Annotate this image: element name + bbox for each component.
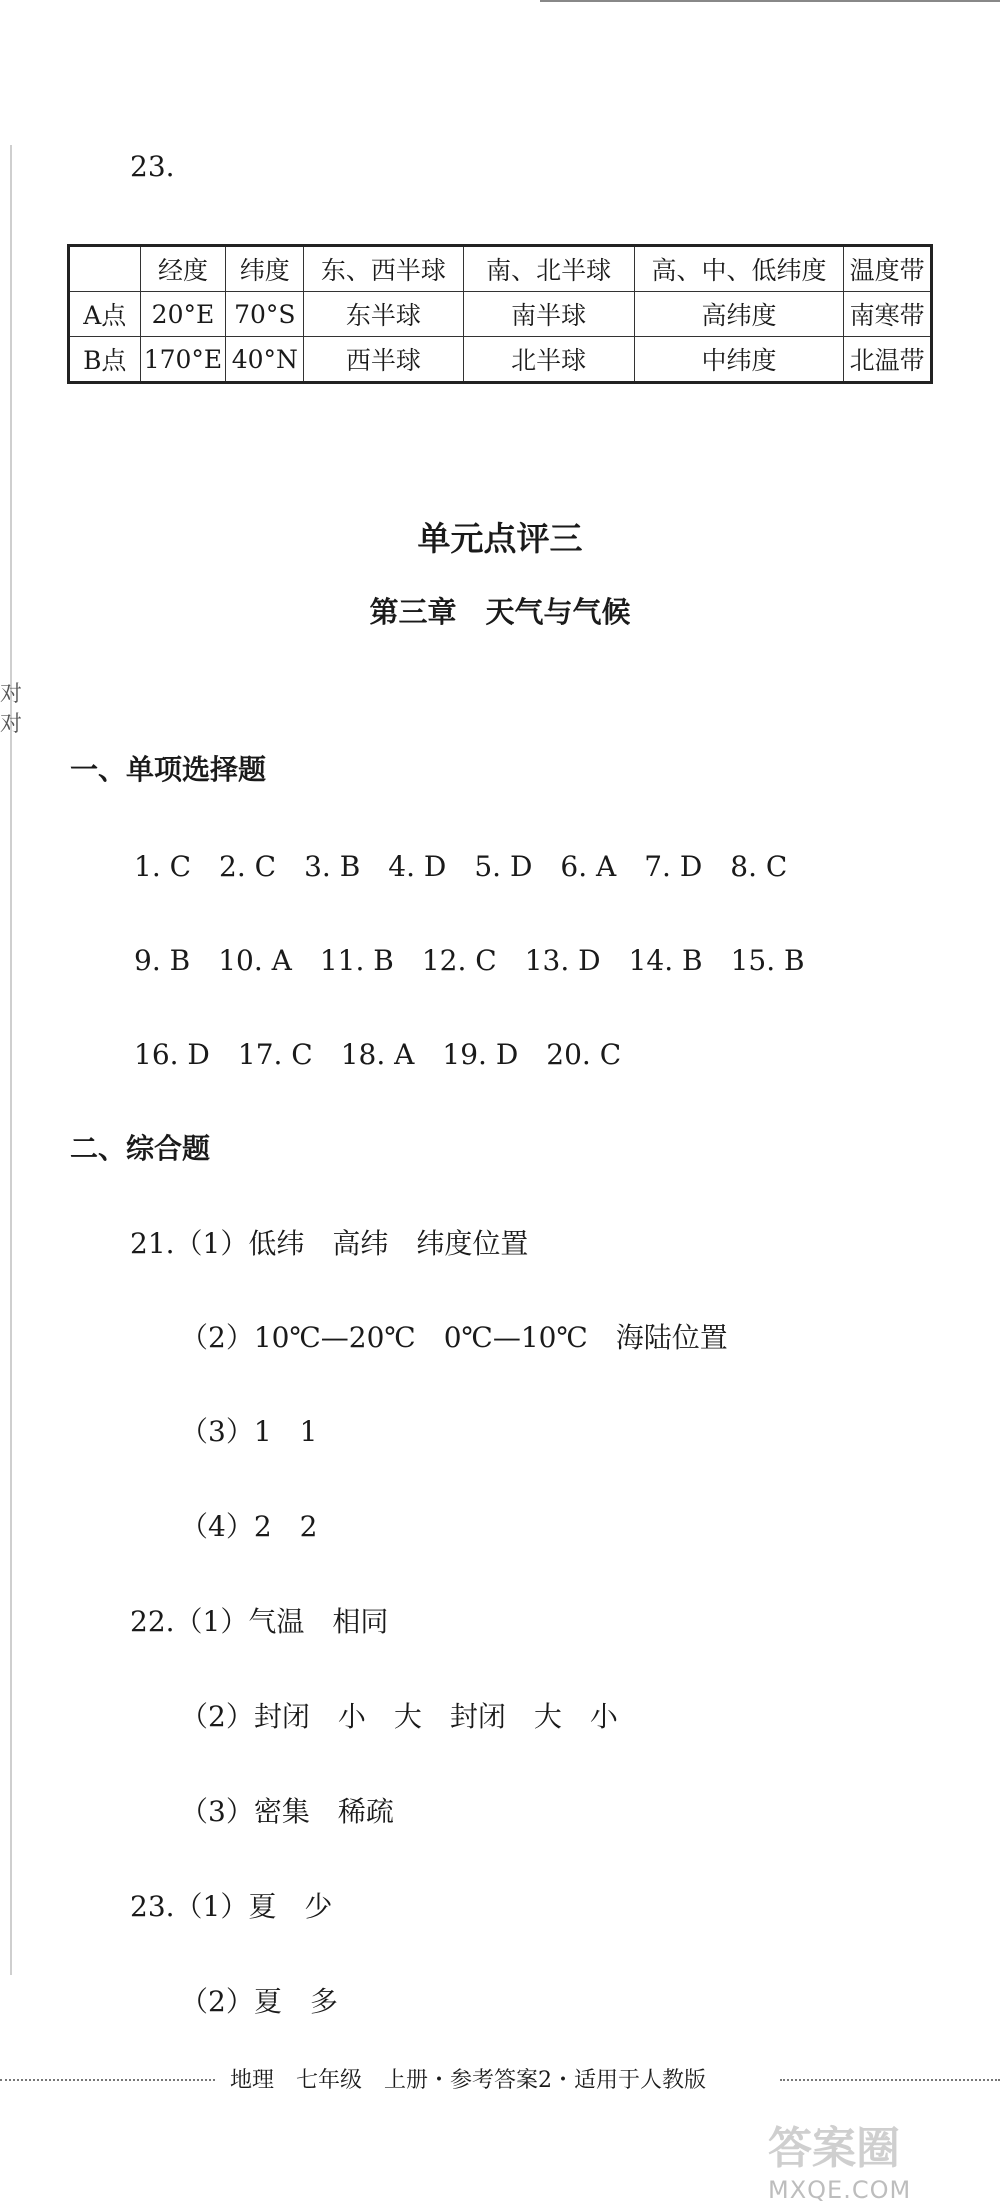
table-cell: 东半球 — [304, 292, 463, 337]
table-cell: 南寒带 — [844, 292, 932, 337]
unit-title: 单元点评三 — [417, 519, 583, 558]
table-cell: 北温带 — [844, 337, 932, 383]
table-header-cell: 南、北半球 — [463, 246, 634, 292]
answer-line: （3）密集 稀疏 — [180, 1795, 394, 1828]
table-header-cell: 温度带 — [844, 246, 932, 292]
question-number: 23. — [130, 150, 175, 183]
footer-dotted-rule-left — [0, 2079, 215, 2081]
table-header-cell — [69, 246, 141, 292]
footer-dotted-rule-right — [780, 2079, 1000, 2081]
table-cell: A点 — [69, 292, 141, 337]
table-cell: 40°N — [226, 337, 304, 383]
watermark-url: MXQE.COM — [768, 2176, 912, 2204]
table-cell: 20°E — [140, 292, 226, 337]
answer-line: 16. D 17. C 18. A 19. D 20. C — [134, 1038, 622, 1071]
binding-margin-line — [10, 145, 12, 1975]
section-heading-choice: 一、单项选择题 — [70, 753, 267, 786]
table-header-cell: 高、中、低纬度 — [634, 246, 843, 292]
table-row — [69, 337, 932, 383]
chapter-title: 第三章 天气与气候 — [369, 595, 631, 629]
answer-line: 1. C 2. C 3. B 4. D 5. D 6. A 7. D 8. C — [134, 850, 788, 883]
table-cell: 中纬度 — [634, 337, 843, 383]
answer-line: （2）夏 多 — [180, 1985, 338, 2018]
table-header-cell: 纬度 — [226, 246, 304, 292]
answer-line: （4）2 2 — [180, 1510, 318, 1543]
top-rule — [0, 0, 1000, 4]
table-header-row — [69, 246, 932, 292]
watermark-word: 答案圈 — [768, 2123, 900, 2174]
answer-line: （3）1 1 — [180, 1415, 318, 1448]
coordinates-table — [67, 244, 933, 384]
answer-line: 22.（1）气温 相同 — [130, 1605, 389, 1638]
answer-line: （2）10℃—20℃ 0℃—10℃ 海陆位置 — [180, 1321, 728, 1354]
table-header-cell: 东、西半球 — [304, 246, 463, 292]
watermark-logo — [768, 2112, 996, 2204]
table-cell: B点 — [69, 337, 141, 383]
table-cell: 西半球 — [304, 337, 463, 383]
answer-line: 23.（1）夏 少 — [130, 1890, 333, 1923]
table-cell: 70°S — [226, 292, 304, 337]
answer-line: 9. B 10. A 11. B 12. C 13. D 14. B 15. B — [134, 944, 805, 977]
page-footer: 地理 七年级 上册・参考答案2・适用于人教版 — [230, 2068, 706, 2093]
table-header-cell: 经度 — [140, 246, 226, 292]
table-cell: 南半球 — [463, 292, 634, 337]
table-row — [69, 292, 932, 337]
answer-line: （2）封闭 小 大 封闭 大 小 — [180, 1700, 618, 1733]
table-cell: 高纬度 — [634, 292, 843, 337]
table-cell: 北半球 — [463, 337, 634, 383]
section-heading-comprehensive: 二、综合题 — [70, 1132, 211, 1165]
answer-line: 21.（1）低纬 高纬 纬度位置 — [130, 1227, 529, 1260]
margin-glyph: 对 — [0, 682, 23, 707]
table-cell: 170°E — [140, 337, 226, 383]
margin-glyph: 对 — [0, 712, 23, 737]
